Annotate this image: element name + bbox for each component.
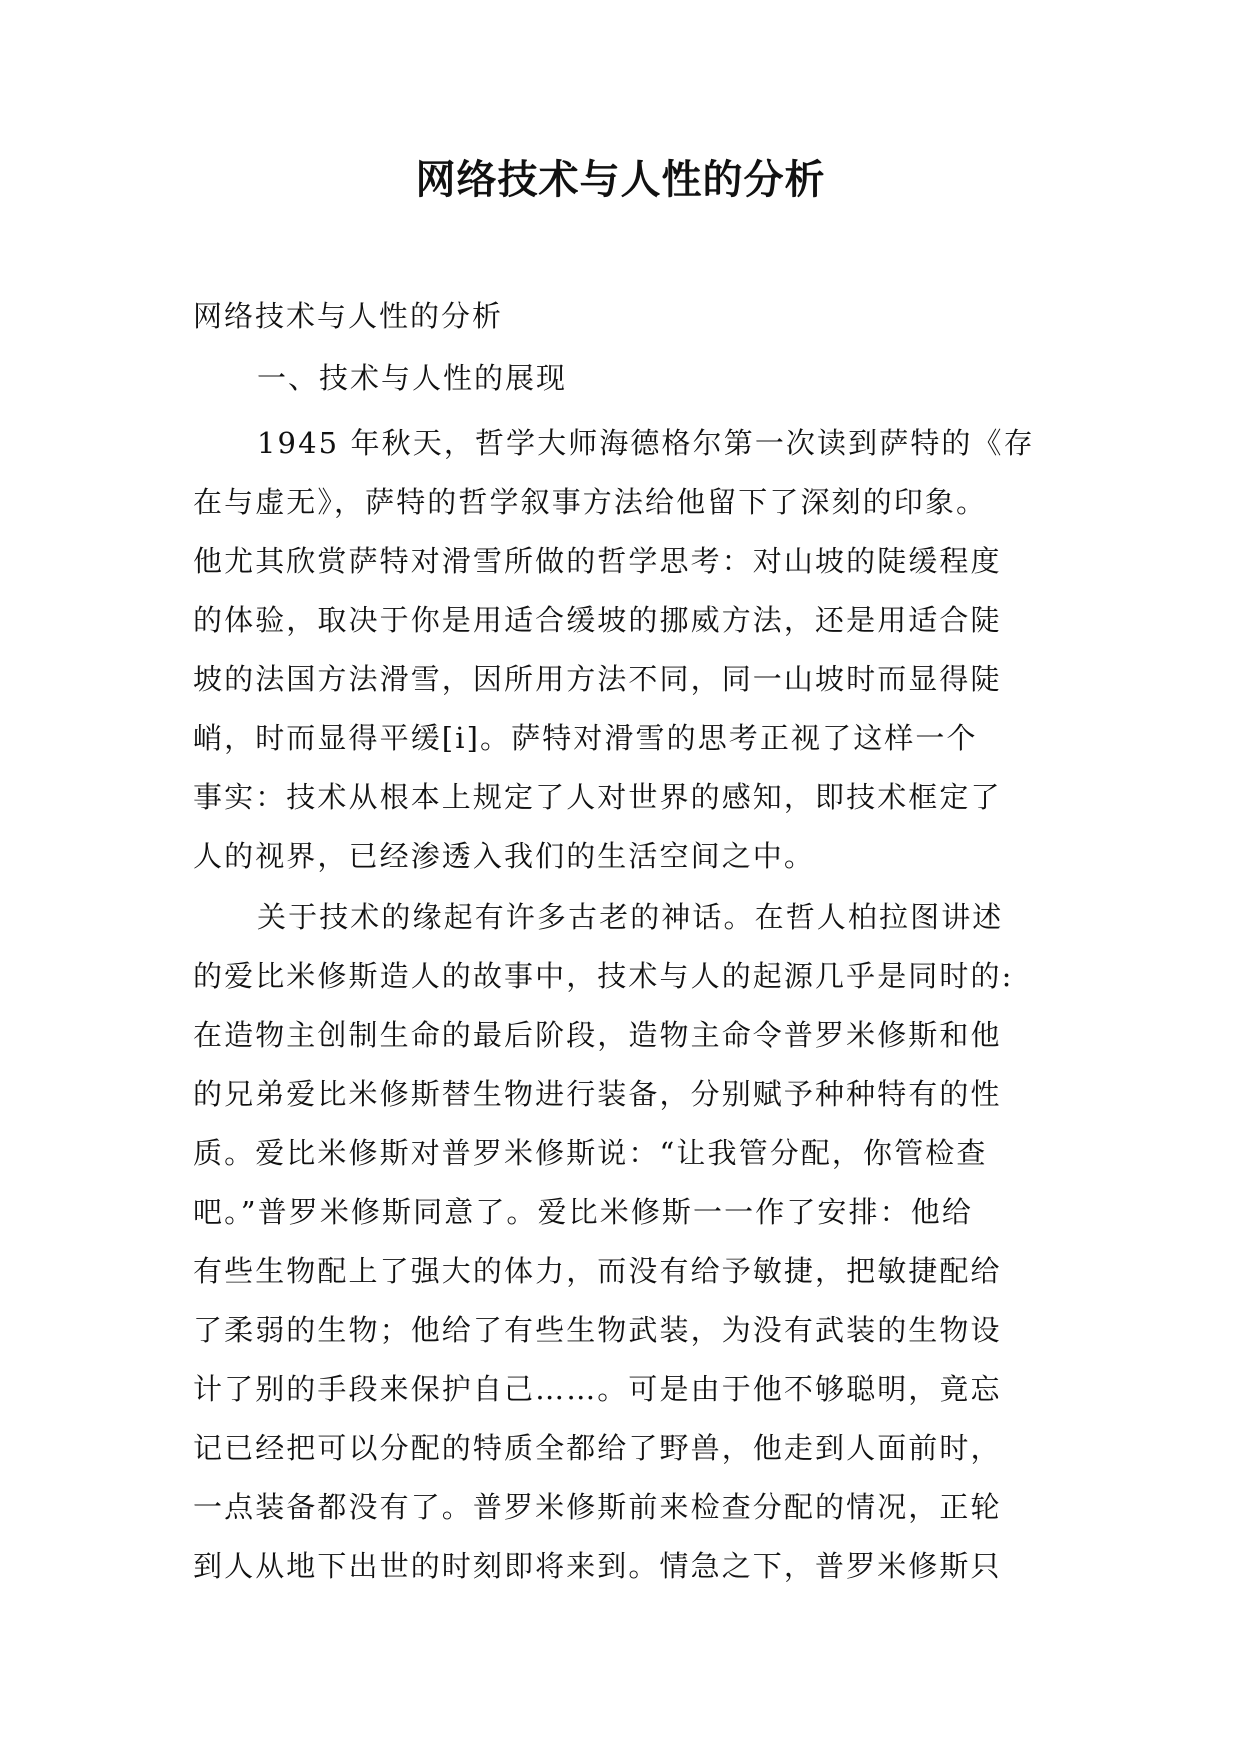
paragraph-line: 关于技术的缘起有许多古老的神话。在哲人柏拉图讲述 <box>257 900 1004 934</box>
paragraph-line: 在造物主创制生命的最后阶段，造物主命令普罗米修斯和他 <box>193 1018 1002 1052</box>
section-heading: 一、技术与人性的展现 <box>257 361 568 395</box>
paragraph-line: 事实：技术从根本上规定了人对世界的感知，即技术框定了 <box>193 780 1002 814</box>
document-subtitle: 网络技术与人性的分析 <box>193 299 504 333</box>
paragraph-line: 的爱比米修斯造人的故事中，技术与人的起源几乎是同时的: <box>193 959 1014 993</box>
document-body <box>193 292 1053 1596</box>
paragraph-2 <box>193 888 1053 1596</box>
paragraph-line: 在与虚无》，萨特的哲学叙事方法给他留下了深刻的印象。 <box>193 485 988 519</box>
paragraph-line: 了柔弱的生物；他给了有些生物武装，为没有武装的生物设 <box>193 1313 1002 1347</box>
paragraph-line: 吧。”普罗米修斯同意了。爱比米修斯一一作了安排：他给 <box>193 1195 973 1229</box>
paragraph-line: 坡的法国方法滑雪，因所用方法不同，同一山坡时而显得陡 <box>193 662 1002 696</box>
paragraph-line: 他尤其欣赏萨特对滑雪所做的哲学思考：对山坡的陡缓程度 <box>193 544 1002 578</box>
paragraph-line: 人的视界，已经渗透入我们的生活空间之中。 <box>193 839 816 873</box>
paragraph-line: 峭，时而显得平缓[i]。萨特对滑雪的思考正视了这样一个 <box>193 721 978 755</box>
paragraph-line: 的兄弟爱比米修斯替生物进行装备，分别赋予种种特有的性 <box>193 1077 1002 1111</box>
paragraph-line: 记已经把可以分配的特质全都给了野兽，他走到人面前时， <box>193 1431 1002 1465</box>
paragraph-line: 质。爱比米修斯对普罗米修斯说：“让我管分配，你管检查 <box>193 1136 988 1170</box>
paragraph-line: 的体验，取决于你是用适合缓坡的挪威方法，还是用适合陡 <box>193 603 1002 637</box>
paragraph-line: 到人从地下出世的时刻即将来到。情急之下，普罗米修斯只 <box>193 1549 1002 1583</box>
paragraph-1 <box>193 414 1053 886</box>
paragraph-line: 1945 年秋天，哲学大师海德格尔第一次读到萨特的《存 <box>257 426 1035 460</box>
document-title: 网络技术与人性的分析 <box>415 156 826 203</box>
paragraph-line: 有些生物配上了强大的体力，而没有给予敏捷，把敏捷配给 <box>193 1254 1002 1288</box>
paragraph-line: 一点装备都没有了。普罗米修斯前来检查分配的情况，正轮 <box>193 1490 1002 1524</box>
paragraph-line: 计了别的手段来保护自己……。可是由于他不够聪明，竟忘 <box>193 1372 1002 1406</box>
